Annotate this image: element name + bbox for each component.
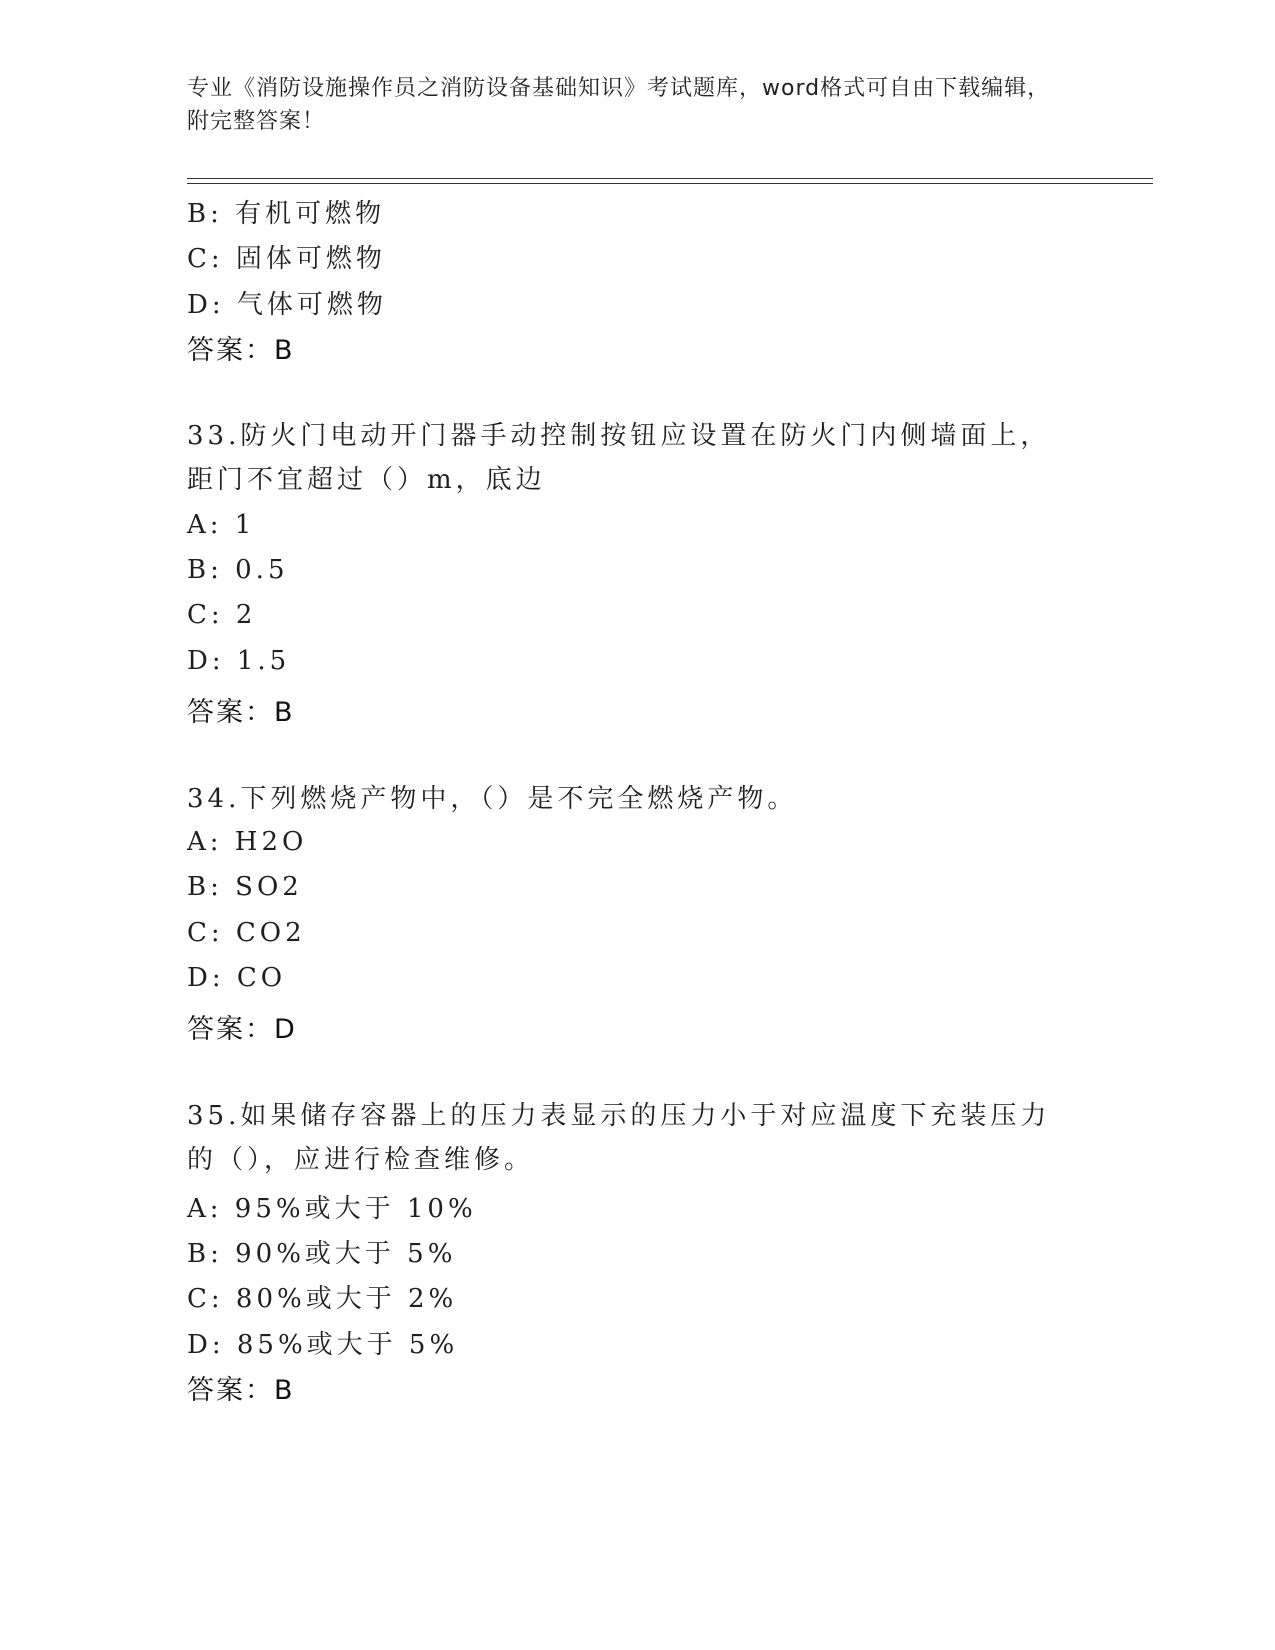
question-stem: 33.防火门电动开门器手动控制按钮应设置在防火门内侧墙面上，距门不宜超过（）m，底边 [187, 421, 1051, 495]
question-stem: 35.如果储存容器上的压力表显示的压力小于对应温度下充装压力的（），应进行检查维修。 [187, 1101, 1051, 1175]
answer: 答案：D [187, 1014, 297, 1045]
option-c: C: 2 [187, 600, 257, 630]
option-c: C: 固体可燃物 [187, 244, 386, 274]
option-b: B: 0.5 [187, 555, 289, 585]
answer: 答案：B [187, 697, 295, 728]
option-b: B: 有机可燃物 [187, 199, 386, 229]
header-divider-top [187, 178, 1153, 179]
option-c: C: 80%或大于 2% [187, 1284, 458, 1314]
question-stem: 34.下列燃烧产物中，（）是不完全燃烧产物。 [187, 784, 798, 814]
option-d: D: 85%或大于 5% [187, 1330, 459, 1360]
option-a: A: 1 [187, 510, 256, 540]
answer: 答案：B [187, 335, 295, 366]
answer: 答案：B [187, 1375, 295, 1406]
option-d: D: 气体可燃物 [187, 290, 387, 320]
option-a: A: H2O [187, 827, 308, 857]
option-b: B: 90%或大于 5% [187, 1239, 457, 1269]
option-a: A: 95%或大于 10% [187, 1194, 477, 1224]
option-d: D: CO [187, 963, 287, 993]
header-divider-bottom [187, 183, 1153, 184]
page-header: 专业《消防设施操作员之消防设备基础知识》考试题库，word格式可自由下载编辑，附完整答案！ [187, 76, 1051, 134]
option-b: B: SO2 [187, 872, 303, 902]
option-d: D: 1.5 [187, 646, 291, 676]
option-c: C: CO2 [187, 918, 306, 948]
